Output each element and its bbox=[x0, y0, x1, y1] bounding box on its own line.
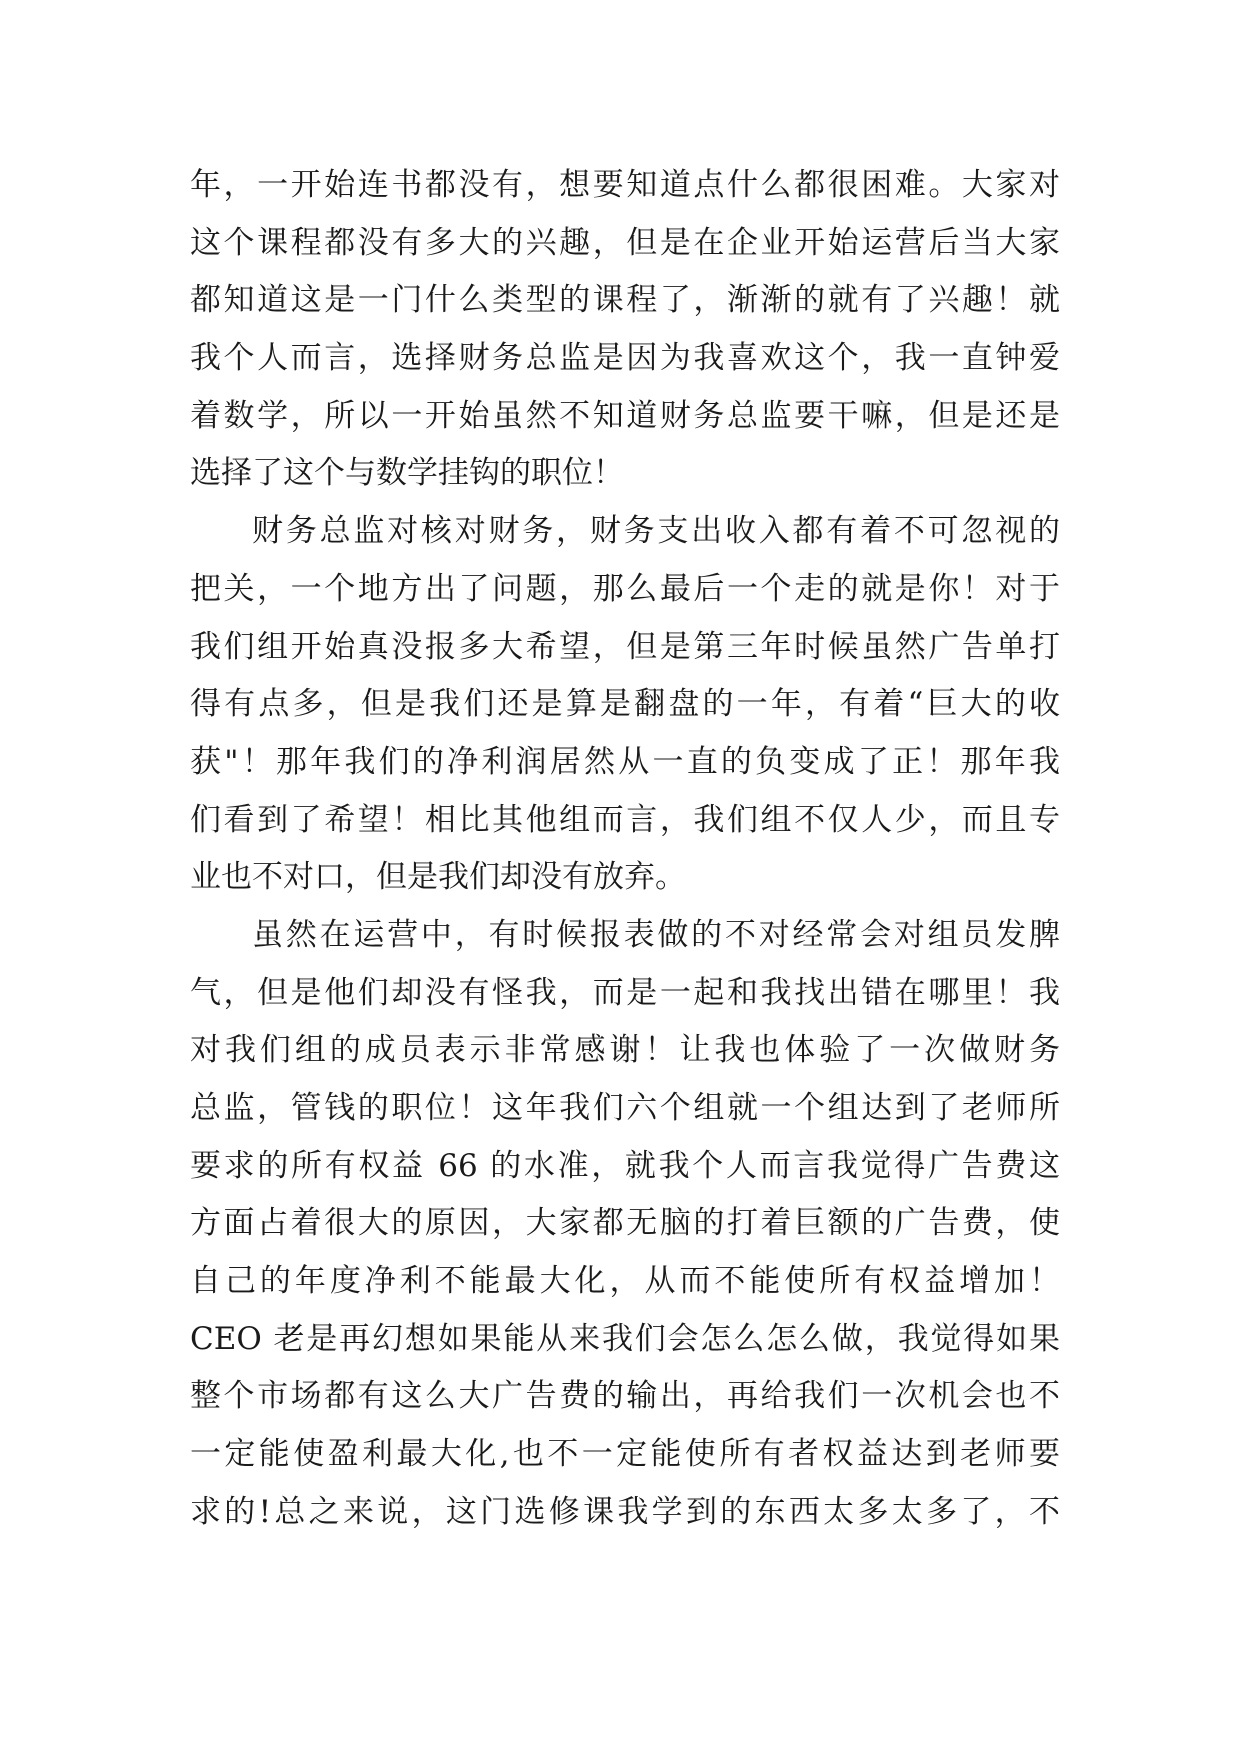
text-line: 对我们组的成员表示非常感谢！让我也体验了一次做财务 bbox=[190, 1032, 1060, 1069]
text-line: 把关，一个地方出了问题，那么最后一个走的就是你！对于 bbox=[190, 570, 1060, 607]
text-line: 我个人而言，选择财务总监是因为我喜欢这个，我一直钟爱 bbox=[190, 340, 1060, 377]
text-line: 自己的年度净利不能最大化，从而不能使所有权益增加！ bbox=[190, 1263, 1060, 1300]
document-body bbox=[190, 157, 1060, 1542]
text-line: 业也不对口，但是我们却没有放弃。 bbox=[190, 859, 686, 896]
text-line: 要求的所有权益 66 的水准，就我个人而言我觉得广告费这 bbox=[190, 1147, 1060, 1184]
text-line: 这个课程都没有多大的兴趣，但是在企业开始运营后当大家 bbox=[190, 224, 1060, 261]
text-line: 们看到了希望！相比其他组而言，我们组不仅人少，而且专 bbox=[190, 801, 1060, 838]
text-line: 着数学，所以一开始虽然不知道财务总监要干嘛，但是还是 bbox=[190, 397, 1060, 434]
text-line: 选择了这个与数学挂钩的职位！ bbox=[190, 455, 624, 492]
text-line: 求的!总之来说，这门选修课我学到的东西太多太多了，不 bbox=[190, 1493, 1060, 1530]
text-line: 方面占着很大的原因，大家都无脑的打着巨额的广告费，使 bbox=[190, 1205, 1060, 1242]
paragraph-first-line: 虽然在运营中，有时候报表做的不对经常会对组员发脾 bbox=[252, 916, 1060, 953]
paragraph-first-line: 财务总监对核对财务，财务支出收入都有着不可忽视的 bbox=[252, 513, 1060, 550]
text-line: 一定能使盈利最大化,也不一定能使所有者权益达到老师要 bbox=[190, 1436, 1060, 1473]
text-line: 总监，管钱的职位！这年我们六个组就一个组达到了老师所 bbox=[190, 1090, 1060, 1126]
text-line: 我们组开始真没报多大希望，但是第三年时候虽然广告单打 bbox=[190, 628, 1060, 665]
text-line: CEO 老是再幻想如果能从来我们会怎么怎么做，我觉得如果 bbox=[190, 1320, 1060, 1357]
text-line: 年，一开始连书都没有，想要知道点什么都很困难。大家对 bbox=[190, 167, 1060, 203]
text-line: 整个市场都有这么大广告费的输出，再给我们一次机会也不 bbox=[190, 1378, 1060, 1415]
text-line: 气，但是他们却没有怪我，而是一起和我找出错在哪里！我 bbox=[190, 974, 1060, 1011]
text-line: 都知道这是一门什么类型的课程了，渐渐的就有了兴趣！就 bbox=[190, 282, 1060, 319]
text-line: 得有点多，但是我们还是算是翻盘的一年，有着“巨大的收 bbox=[190, 686, 1060, 723]
text-line: 获"！那年我们的净利润居然从一直的负变成了正！那年我 bbox=[190, 743, 1060, 780]
